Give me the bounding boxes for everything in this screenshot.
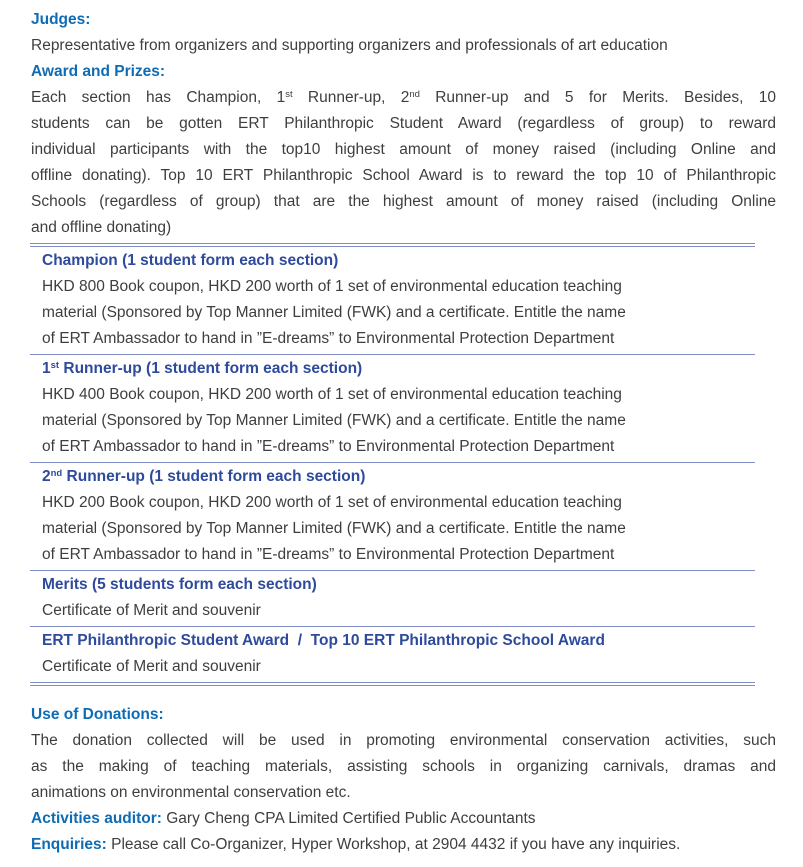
table-row [30,626,755,682]
table-row [30,570,755,626]
enquiries-text: Please call Co-Organizer, Hyper Workshop, at 2904 4432 if you have any inquiries. [106,836,681,853]
bottom-section [31,702,776,858]
award-and-prizes-heading: Award and Prizes: [31,63,166,80]
row-title-philanthropic-awards: ERT Philanthropic Student Award / Top 10 ERT Philanthropic School Award [42,632,605,649]
row-body: Certificate of Merit and souvenir [42,602,261,619]
activities-auditor-text: Gary Cheng CPA Limited Certified Public Accountants [161,810,536,827]
table-row [30,354,755,462]
row-body: Certificate of Merit and souvenir [42,658,261,675]
table-row [30,462,755,570]
row-title-second-runner-up: 2nd Runner-up (1 student form each section) [42,468,366,485]
row-title-merits: Merits (5 students form each section) [42,576,317,593]
table-bottom-double-rule [30,682,755,686]
row-title-champion: Champion (1 student form each section) [42,252,339,269]
activities-auditor-label: Activities auditor: [31,810,162,827]
row-body: HKD 400 Book coupon, HKD 200 worth of 1 set of environmental education teaching material (Sponsored by Top Manner Limited (FWK) and a certificate. Entitle the name of ERT Ambassador to hand in ”E-dreams” to Environmental Protection Department [42,386,626,455]
judges-text: Representative from organizers and supporting organizers and professionals of art education [31,37,668,54]
award-table [30,243,755,686]
enquiries-label: Enquiries: [31,836,107,853]
use-of-donations-heading: Use of Donations: [31,706,164,723]
donations-paragraph: The donation collected will be used in promoting environmental conservation activities, such as the making of teaching materials, assisting schools in organizing carnivals, dramas and animations on environmental conservation etc. [31,732,776,801]
row-body: HKD 200 Book coupon, HKD 200 worth of 1 set of environmental education teaching material (Sponsored by Top Manner Limited (FWK) and a certificate. Entitle the name of ERT Ambassador to hand in ”E-dreams” to Environmental Protection Department [42,494,626,563]
award-paragraph: Each section has Champion, 1st Runner-up, 2nd Runner-up and 5 for Merits. Besides, 10 students can be gotten ERT Philanthropic Student Award (regardless of group) to reward individual participants with the top10 highest amount of money raised (including Online and offline donating). Top 10 ERT Philanthropic School Award is to reward the top 10 of Philanthropic Schools (regardless of group) that are the highest amount of money raised (including Online and offline donating) [31,89,777,236]
row-body: HKD 800 Book coupon, HKD 200 worth of 1 set of environmental education teaching material (Sponsored by Top Manner Limited (FWK) and a certificate. Entitle the name of ERT Ambassador to hand in ”E-dreams” to Environmental Protection Department [42,278,626,347]
activities-auditor-line [31,806,776,832]
table-row [30,247,755,354]
judges-heading: Judges: [31,11,91,28]
enquiries-line [31,832,776,858]
row-title-first-runner-up: 1st Runner-up (1 student form each section) [42,360,363,377]
